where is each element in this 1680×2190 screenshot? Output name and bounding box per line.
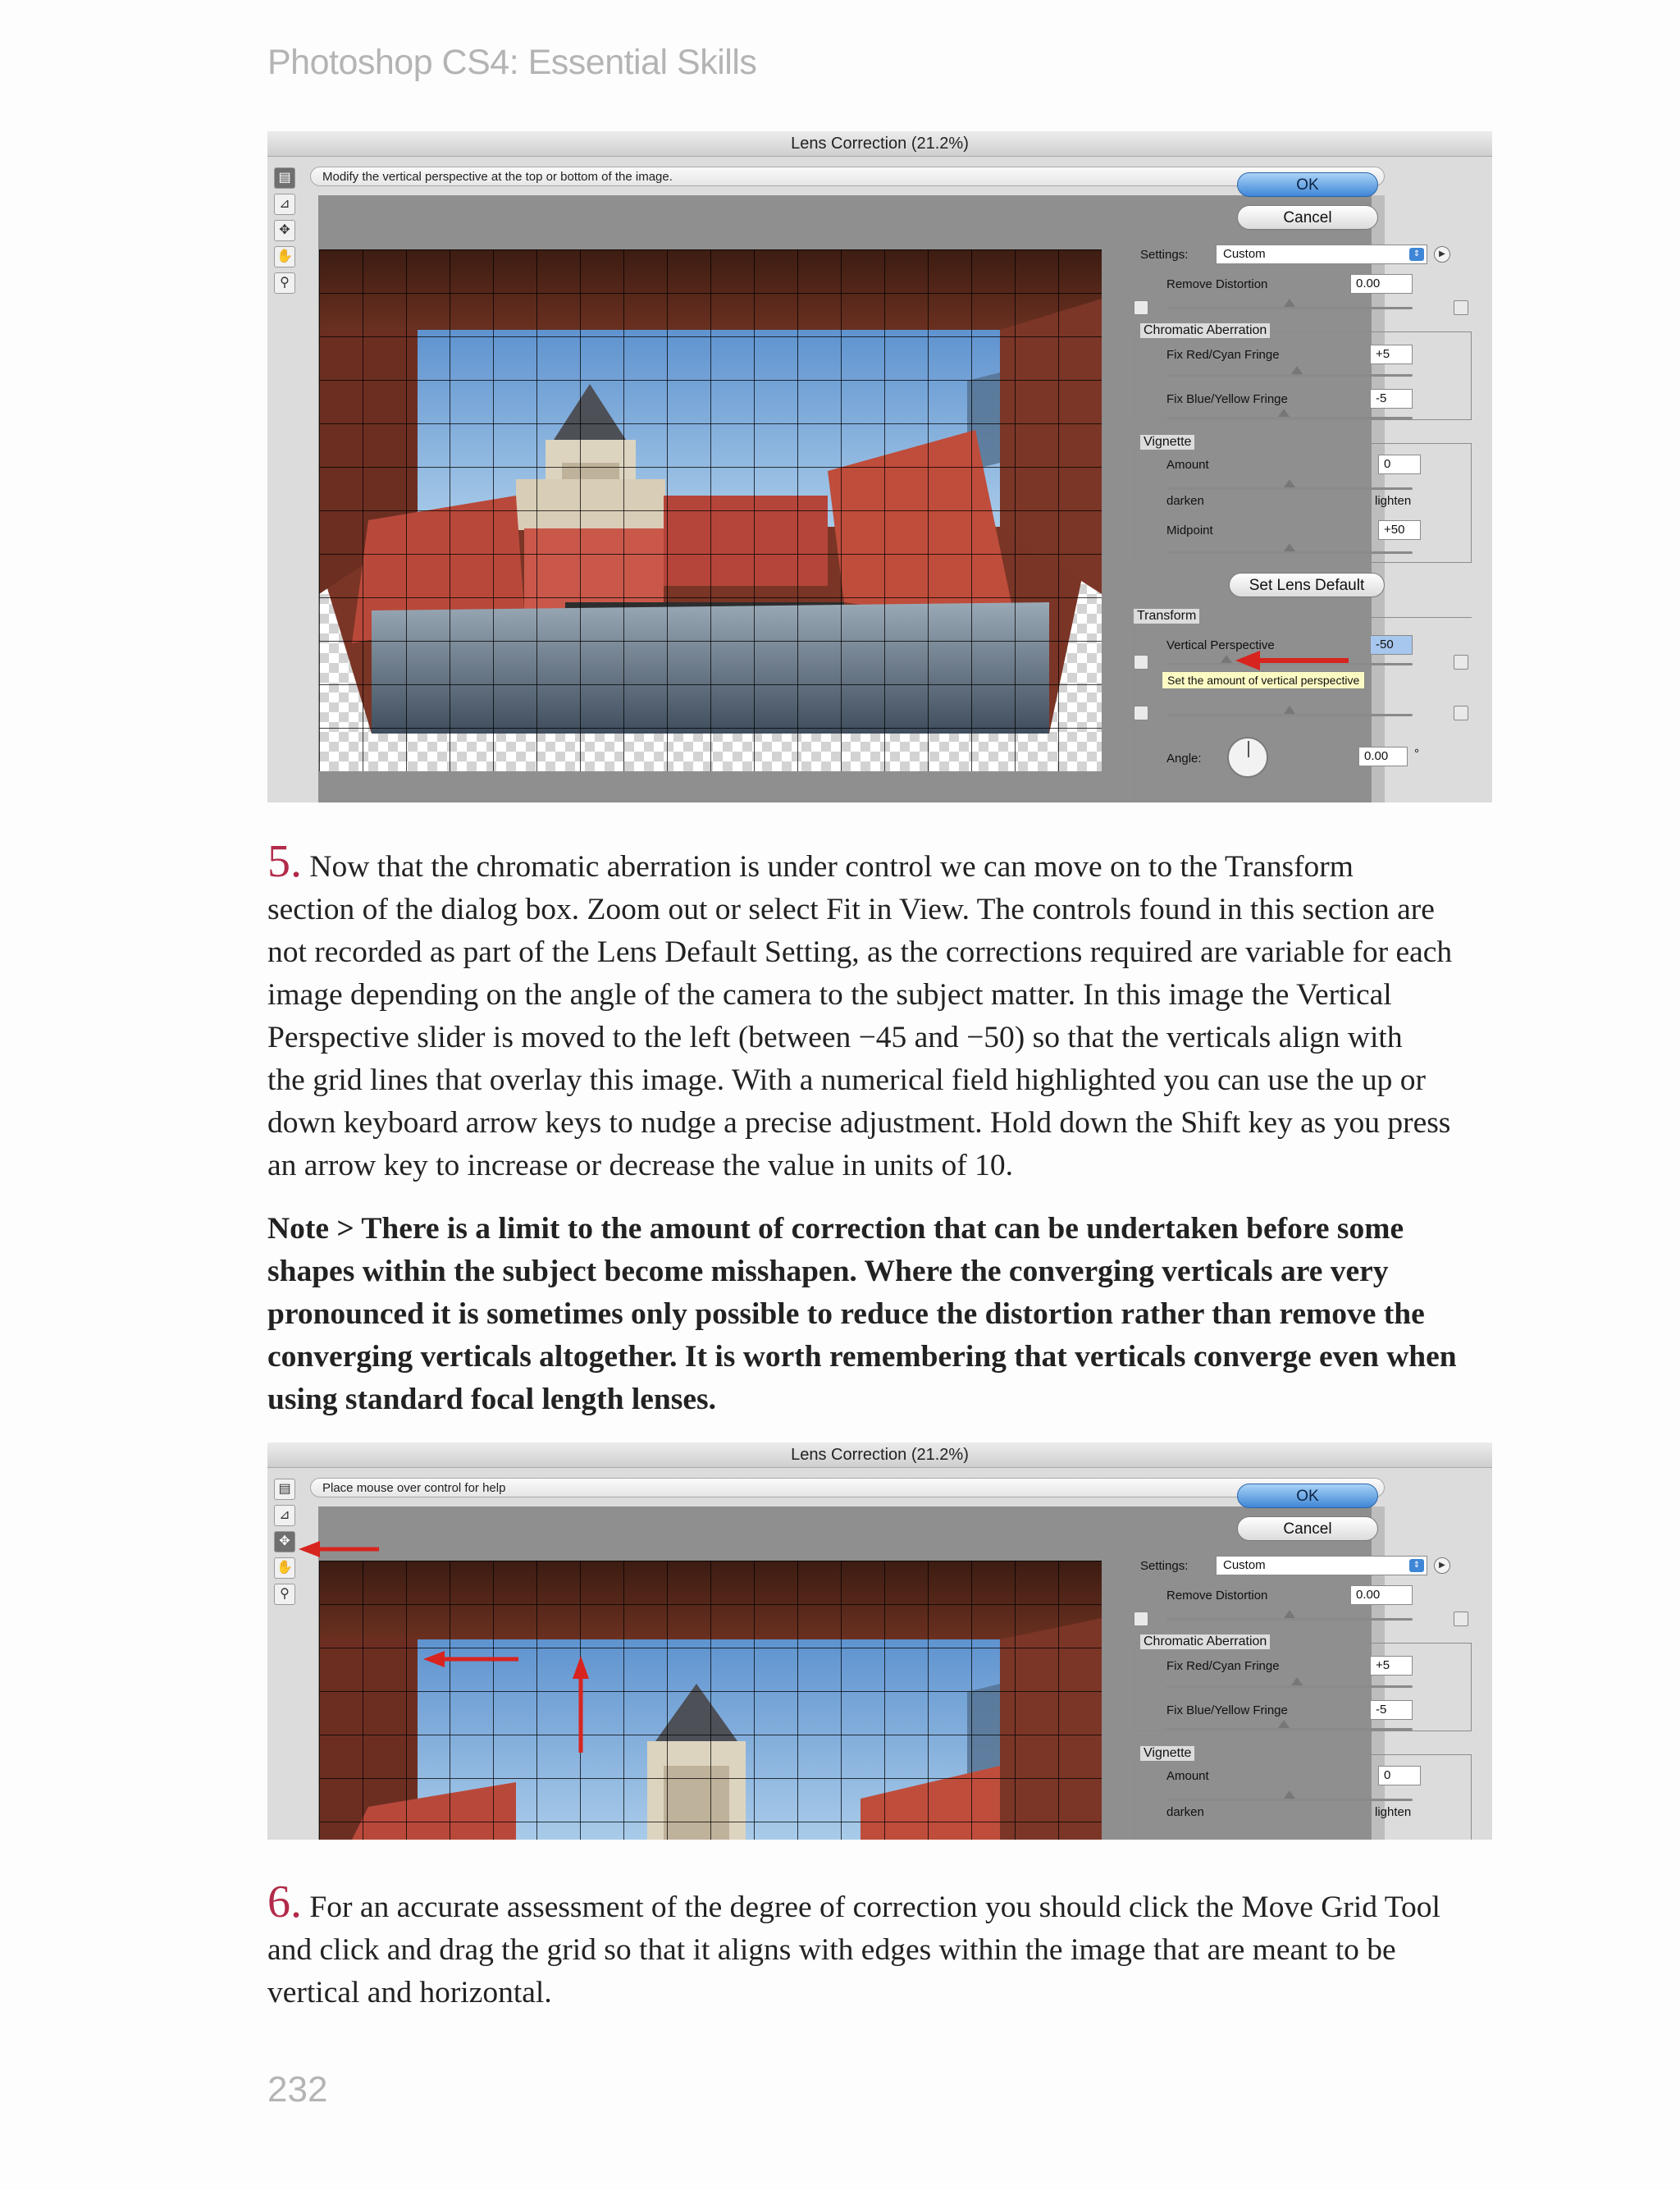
remove-distortion-knob[interactable] xyxy=(1284,299,1295,307)
step-6-line-1: 6. For an accurate assessment of the degree of correction you should click the Move Grid Tool xyxy=(267,1877,1440,1927)
fix-blue-yellow-label: Fix Blue/Yellow Fringe xyxy=(1166,392,1288,406)
step-5-number: 5. xyxy=(267,836,302,887)
straighten-tool-icon[interactable]: ⊿ xyxy=(274,194,295,215)
perspective-grid-overlay xyxy=(319,1561,1102,1840)
settings-panel xyxy=(1129,1474,1492,1840)
running-head: Photoshop CS4: Essential Skills xyxy=(267,43,757,82)
straighten-tool-icon[interactable]: ⊿ xyxy=(274,1505,295,1526)
settings-value: Custom xyxy=(1223,247,1266,261)
amount-field[interactable]: 0 xyxy=(1378,1766,1421,1785)
vignette-title: Vignette xyxy=(1140,1746,1194,1761)
step-5-line-8: an arrow key to increase or decrease the value in units of 10. xyxy=(267,1149,1014,1182)
remove-distortion-field[interactable]: 0.00 xyxy=(1350,274,1413,294)
settings-menu-icon[interactable]: ▶ xyxy=(1434,246,1450,263)
degree-symbol: ° xyxy=(1414,747,1419,761)
transform-title: Transform xyxy=(1134,609,1199,624)
step-5-line-2: section of the dialog box. Zoom out or select Fit in View. The controls found in this section are xyxy=(267,893,1435,926)
help-hint-bar: Place mouse over control for help xyxy=(310,1478,1385,1497)
barrel-icon xyxy=(1454,1612,1468,1626)
pincushion-icon xyxy=(1134,300,1148,315)
step-5-line-5: Perspective slider is moved to the left (between −45 and −50) so that the verticals align with xyxy=(267,1021,1403,1054)
step-5-line-3: not recorded as part of the Lens Default Setting, as the corrections required are variable for each xyxy=(267,935,1453,969)
horizontal-perspective-right-icon xyxy=(1454,706,1468,720)
cancel-button[interactable]: Cancel xyxy=(1237,205,1378,230)
note-line-5: using standard focal length lenses. xyxy=(267,1383,716,1416)
fix-red-cyan-field[interactable]: +5 xyxy=(1370,345,1413,364)
amount-label: Amount xyxy=(1166,458,1209,472)
fix-blue-yellow-label: Fix Blue/Yellow Fringe xyxy=(1166,1703,1288,1717)
select-arrows-icon: ⇕ xyxy=(1409,1559,1424,1572)
dialog-title: Lens Correction (21.2%) xyxy=(267,131,1492,157)
cancel-button[interactable]: Cancel xyxy=(1237,1516,1378,1541)
fix-blue-yellow-slider[interactable] xyxy=(1166,1728,1413,1731)
amount-field[interactable]: 0 xyxy=(1378,455,1421,474)
fix-red-cyan-field[interactable]: +5 xyxy=(1370,1656,1413,1676)
step-6-line-3: vertical and horizontal. xyxy=(267,1976,552,2009)
darken-label: darken xyxy=(1166,1805,1204,1819)
vertical-perspective-field[interactable]: -50 xyxy=(1370,635,1413,655)
step-6-paragraph xyxy=(267,1877,1498,2014)
fix-blue-yellow-slider[interactable] xyxy=(1166,417,1413,419)
red-arrow-pointing-move-grid-tool-icon xyxy=(299,1539,381,1559)
step-5-line-6: the grid lines that overlay this image. With a numerical field highlighted you can use the up or xyxy=(267,1063,1427,1097)
amount-knob[interactable] xyxy=(1284,1790,1295,1799)
fix-red-cyan-slider[interactable] xyxy=(1166,374,1413,377)
vertical-perspective-label: Vertical Perspective xyxy=(1166,638,1275,652)
angle-field[interactable]: 0.00 xyxy=(1358,747,1408,766)
zoom-tool-icon[interactable]: ⚲ xyxy=(274,1584,295,1605)
chromatic-aberration-title: Chromatic Aberration xyxy=(1140,323,1270,338)
amount-slider[interactable] xyxy=(1166,487,1413,490)
remove-distortion-slider[interactable] xyxy=(1166,1618,1413,1621)
move-grid-tool-icon[interactable]: ✥ xyxy=(274,1531,295,1552)
fix-blue-yellow-field[interactable]: -5 xyxy=(1370,1700,1413,1720)
set-lens-default-button[interactable]: Set Lens Default xyxy=(1229,573,1385,597)
hand-tool-icon[interactable]: ✋ xyxy=(274,1557,295,1579)
horizontal-perspective-knob[interactable] xyxy=(1284,706,1295,714)
fix-red-cyan-label: Fix Red/Cyan Fringe xyxy=(1166,1659,1280,1673)
red-arrow-pointing-left-icon xyxy=(423,1649,520,1669)
perspective-up-icon xyxy=(1454,655,1468,670)
midpoint-field[interactable]: +50 xyxy=(1378,520,1421,540)
vignette-title: Vignette xyxy=(1140,435,1194,450)
horizontal-perspective-left-icon xyxy=(1134,706,1148,720)
fix-blue-yellow-field[interactable]: -5 xyxy=(1370,389,1413,409)
fix-red-cyan-knob[interactable] xyxy=(1291,366,1303,374)
lighten-label: lighten xyxy=(1375,494,1412,508)
fix-red-cyan-knob[interactable] xyxy=(1291,1677,1303,1685)
settings-panel xyxy=(1129,162,1492,802)
ok-button[interactable]: OK xyxy=(1237,1484,1378,1508)
red-arrow-pointing-up-icon xyxy=(571,1656,591,1754)
move-grid-tool-icon[interactable]: ✥ xyxy=(274,220,295,241)
hand-tool-icon[interactable]: ✋ xyxy=(274,246,295,267)
fix-blue-yellow-knob[interactable] xyxy=(1278,1720,1290,1728)
fix-red-cyan-label: Fix Red/Cyan Fringe xyxy=(1166,348,1280,362)
settings-label: Settings: xyxy=(1140,248,1189,262)
midpoint-knob[interactable] xyxy=(1284,543,1295,551)
step-5-line-4: image depending on the angle of the camera to the subject matter. In this image the Vertical xyxy=(267,978,1392,1012)
red-arrow-pointing-slider-icon xyxy=(1235,648,1350,673)
remove-distortion-tool-icon[interactable]: ▤ xyxy=(274,1479,295,1500)
pincushion-icon xyxy=(1134,1612,1148,1626)
perspective-down-icon xyxy=(1134,655,1148,670)
midpoint-label: Midpoint xyxy=(1166,523,1213,537)
angle-label: Angle: xyxy=(1166,752,1202,766)
select-arrows-icon: ⇕ xyxy=(1409,248,1424,261)
amount-slider[interactable] xyxy=(1166,1799,1413,1801)
remove-distortion-knob[interactable] xyxy=(1284,1610,1295,1618)
vertical-perspective-tooltip: Set the amount of vertical perspective xyxy=(1162,671,1365,689)
barrel-icon xyxy=(1454,300,1468,315)
chromatic-aberration-title: Chromatic Aberration xyxy=(1140,1634,1270,1649)
lens-correction-dialog-screenshot-2 xyxy=(267,1442,1492,1840)
lens-correction-dialog-screenshot-1 xyxy=(267,131,1492,802)
remove-distortion-label: Remove Distortion xyxy=(1166,1589,1268,1602)
vertical-perspective-knob[interactable] xyxy=(1221,655,1232,663)
step-6-number: 6. xyxy=(267,1877,302,1927)
note-line-1: Note > There is a limit to the amount of correction that can be undertaken before some xyxy=(267,1212,1404,1246)
settings-select[interactable] xyxy=(1216,245,1427,264)
ok-button[interactable]: OK xyxy=(1237,172,1378,197)
remove-distortion-label: Remove Distortion xyxy=(1166,277,1268,291)
settings-menu-icon[interactable]: ▶ xyxy=(1434,1557,1450,1574)
angle-dial-icon[interactable] xyxy=(1227,737,1268,778)
tool-strip xyxy=(274,167,295,299)
darken-label: darken xyxy=(1166,494,1204,508)
note-line-2: shapes within the subject become misshapen. Where the converging verticals are very xyxy=(267,1255,1389,1288)
step-6-line-2: and click and drag the grid so that it aligns with edges within the image that are meant to be xyxy=(267,1933,1396,1967)
note-line-3: pronounced it is sometimes only possible to reduce the distortion rather than remove the xyxy=(267,1297,1425,1331)
step-5-line-7: down keyboard arrow keys to nudge a precise adjustment. Hold down the Shift key as you press xyxy=(267,1106,1451,1140)
vignette-group xyxy=(1134,1754,1472,1840)
settings-label: Settings: xyxy=(1140,1559,1189,1573)
amount-label: Amount xyxy=(1166,1769,1209,1783)
remove-distortion-tool-icon[interactable]: ▤ xyxy=(274,167,295,189)
page-number: 232 xyxy=(267,2069,328,2110)
lighten-label: lighten xyxy=(1375,1805,1412,1819)
step-5-line-1: 5. Now that the chromatic aberration is under control we can move on to the Transform xyxy=(267,836,1354,887)
remove-distortion-field[interactable]: 0.00 xyxy=(1350,1585,1413,1605)
fix-red-cyan-slider[interactable] xyxy=(1166,1685,1413,1688)
midpoint-slider[interactable] xyxy=(1166,551,1413,554)
dialog-title: Lens Correction (21.2%) xyxy=(267,1442,1492,1468)
settings-select[interactable] xyxy=(1216,1556,1427,1575)
settings-value: Custom xyxy=(1223,1558,1266,1572)
perspective-grid-overlay xyxy=(319,249,1102,771)
fix-blue-yellow-knob[interactable] xyxy=(1278,409,1290,417)
zoom-tool-icon[interactable]: ⚲ xyxy=(274,272,295,294)
note-line-4: converging verticals altogether. It is worth remembering that verticals converge even when xyxy=(267,1340,1457,1374)
remove-distortion-slider[interactable] xyxy=(1166,307,1413,309)
amount-knob[interactable] xyxy=(1284,479,1295,487)
help-hint-bar: Modify the vertical perspective at the top or bottom of the image. xyxy=(310,167,1385,186)
horizontal-perspective-slider[interactable] xyxy=(1166,714,1413,716)
note-paragraph xyxy=(267,1208,1498,1421)
tool-strip xyxy=(274,1479,295,1610)
step-5-paragraph xyxy=(267,836,1498,1187)
